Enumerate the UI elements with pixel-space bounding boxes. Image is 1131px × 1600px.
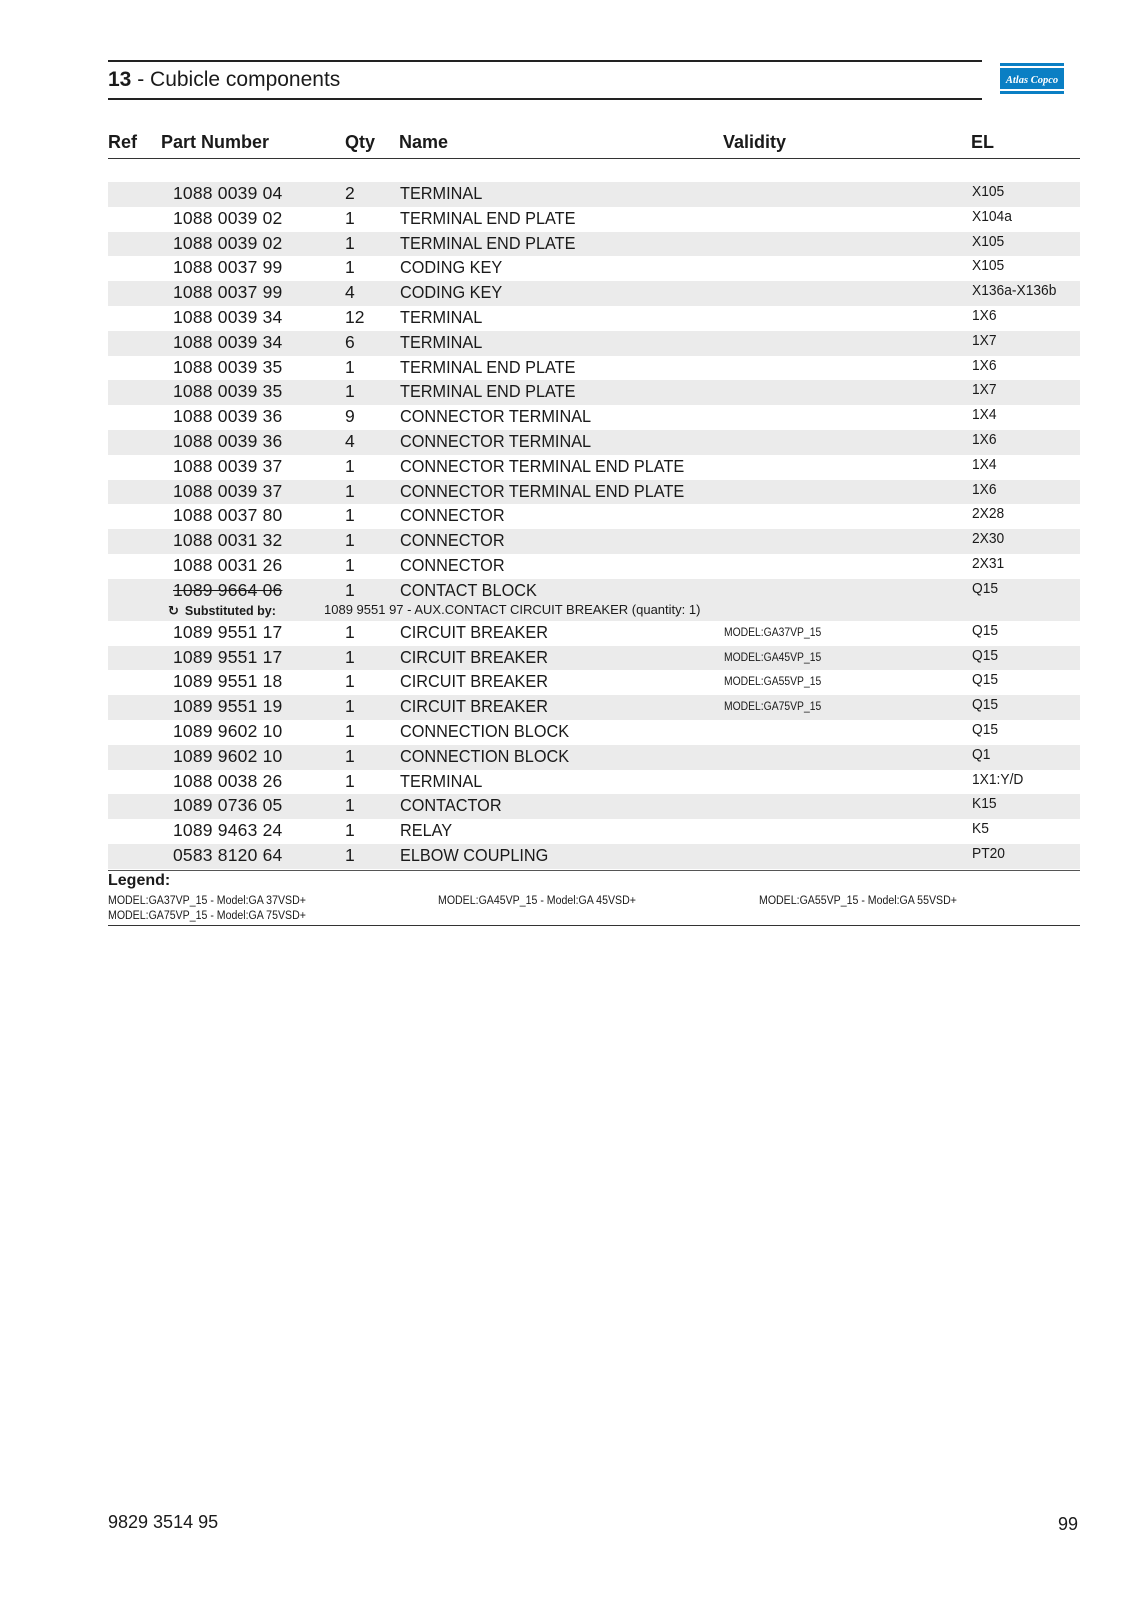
part-number: 1089 9664 06 <box>173 579 283 600</box>
quantity: 1 <box>345 621 355 642</box>
quantity: 1 <box>345 745 355 766</box>
part-number: 1088 0039 04 <box>173 183 283 203</box>
part-number: 1088 0039 36 <box>173 406 283 427</box>
table-row <box>108 670 1080 695</box>
part-number: 1089 9551 19 <box>173 696 283 717</box>
quantity: 12 <box>345 306 365 327</box>
part-number: 1089 9463 24 <box>173 820 283 841</box>
el-code: PT20 <box>972 844 1005 862</box>
table-row <box>108 182 1080 207</box>
col-header-part-number: Part Number <box>161 132 270 152</box>
part-name: CONNECTOR TERMINAL <box>400 430 592 451</box>
col-header-validity: Validity <box>723 132 787 152</box>
col-header-qty: Qty <box>345 132 376 152</box>
part-name: TERMINAL END PLATE <box>400 232 576 253</box>
table-row <box>108 306 1080 331</box>
quantity: 1 <box>345 579 355 600</box>
table-row <box>108 232 1080 257</box>
el-code: X105 <box>972 257 1005 275</box>
table-row <box>108 504 1080 529</box>
el-code: Q15 <box>972 671 999 689</box>
part-number: 1088 0039 36 <box>173 430 283 451</box>
part-number: 1089 0736 05 <box>173 795 283 816</box>
table-row <box>108 844 1080 869</box>
quantity: 6 <box>345 331 355 352</box>
legend-item: MODEL:GA37VP_15 - Model:GA 37VSD+ <box>108 895 306 907</box>
quantity: 1 <box>345 554 355 575</box>
substituted-label-text: Substituted by: <box>184 603 276 618</box>
table-row <box>108 405 1080 430</box>
el-code: Q1 <box>972 745 991 763</box>
part-number: 1089 9602 10 <box>173 745 283 766</box>
quantity: 2 <box>345 183 355 203</box>
part-name: CONTACTOR <box>400 795 502 816</box>
quantity: 1 <box>345 795 355 816</box>
part-name: CONNECTOR TERMINAL <box>400 406 592 427</box>
el-code: Q15 <box>972 696 999 714</box>
table-row <box>108 794 1080 819</box>
part-number: 1088 0031 32 <box>173 530 283 551</box>
validity: MODEL:GA75VP_15 <box>724 701 822 714</box>
legend-item: MODEL:GA75VP_15 - Model:GA 75VSD+ <box>108 910 306 922</box>
quantity: 1 <box>345 455 355 476</box>
part-number: 1088 0039 34 <box>173 331 283 352</box>
quantity: 1 <box>345 381 355 402</box>
el-code: K15 <box>972 795 997 813</box>
quantity: 1 <box>345 770 355 791</box>
table-row <box>108 455 1080 480</box>
quantity: 1 <box>345 480 355 501</box>
section-number: 13 <box>108 68 132 91</box>
part-name: TERMINAL END PLATE <box>400 207 576 228</box>
part-number: 1088 0039 35 <box>173 356 283 377</box>
part-number: 1089 9602 10 <box>173 720 283 741</box>
part-name: TERMINAL <box>400 306 483 327</box>
el-code: Q15 <box>972 720 999 738</box>
el-code: 1X6 <box>972 356 997 374</box>
part-name: CIRCUIT BREAKER <box>400 671 549 692</box>
legend-rule-top <box>108 870 1080 871</box>
parts-table <box>108 182 1080 869</box>
part-number: 1089 9551 17 <box>173 646 283 667</box>
part-number: 0583 8120 64 <box>173 844 283 865</box>
refresh-icon: ↻ <box>168 602 179 618</box>
part-name: CONNECTOR <box>400 505 505 526</box>
quantity: 4 <box>345 282 355 303</box>
quantity: 1 <box>345 207 355 228</box>
part-name: CONNECTOR <box>400 530 505 551</box>
part-number: 1088 0039 37 <box>173 455 283 476</box>
table-row <box>108 554 1080 579</box>
table-row <box>108 207 1080 232</box>
el-code: 1X7 <box>972 331 997 349</box>
table-row <box>108 281 1080 306</box>
quantity: 1 <box>345 646 355 667</box>
table-row <box>108 256 1080 281</box>
part-number: 1088 0037 99 <box>173 282 283 303</box>
legend-title: Legend: <box>108 872 171 889</box>
legend-item: MODEL:GA45VP_15 - Model:GA 45VSD+ <box>438 895 636 907</box>
el-code: K5 <box>972 820 989 838</box>
table-row <box>108 621 1080 646</box>
table-row <box>108 529 1080 554</box>
part-name: TERMINAL END PLATE <box>400 381 576 402</box>
legend-item: MODEL:GA55VP_15 - Model:GA 55VSD+ <box>759 895 957 907</box>
el-code: 1X4 <box>972 406 997 424</box>
el-code: 1X6 <box>972 480 997 498</box>
part-name: ELBOW COUPLING <box>400 844 549 865</box>
validity: MODEL:GA45VP_15 <box>724 651 822 664</box>
col-header-ref: Ref <box>108 132 138 152</box>
quantity: 1 <box>345 844 355 865</box>
logo-text: Atlas Copco <box>1005 75 1059 86</box>
quantity: 1 <box>345 505 355 526</box>
quantity: 1 <box>345 530 355 551</box>
validity: MODEL:GA55VP_15 <box>724 676 822 689</box>
el-code: Q15 <box>972 646 999 664</box>
col-header-el: EL <box>971 132 995 152</box>
el-code: 2X30 <box>972 530 1005 548</box>
part-number: 1088 0039 37 <box>173 480 283 501</box>
section-header <box>108 60 982 100</box>
part-name: CONTACT BLOCK <box>400 579 537 600</box>
quantity: 4 <box>345 430 355 451</box>
part-name: TERMINAL <box>400 331 483 352</box>
part-number: 1088 0031 26 <box>173 554 283 575</box>
section-title: - Cubicle components <box>137 68 341 91</box>
atlas-copco-logo <box>1000 63 1064 94</box>
part-name: CONNECTOR TERMINAL END PLATE <box>400 455 685 476</box>
legend-rule-bottom <box>108 925 1080 926</box>
part-number: 1088 0039 35 <box>173 381 283 402</box>
table-row <box>108 770 1080 795</box>
part-name: CIRCUIT BREAKER <box>400 696 549 717</box>
part-name: CONNECTION BLOCK <box>400 745 570 766</box>
table-row <box>108 331 1080 356</box>
substituted-label <box>168 603 276 619</box>
document-number: 9829 3514 95 <box>108 1512 219 1532</box>
table-row <box>108 480 1080 505</box>
quantity: 1 <box>345 820 355 841</box>
logo-bar-bottom <box>1000 91 1064 94</box>
substituted-part: 1089 9551 97 - AUX.CONTACT CIRCUIT BREAKER (quantity: 1) <box>324 601 701 617</box>
table-row <box>108 356 1080 381</box>
table-row <box>108 695 1080 720</box>
table-row <box>108 380 1080 405</box>
part-name: CONNECTOR <box>400 554 505 575</box>
logo-bar-top <box>1000 63 1064 66</box>
part-number: 1088 0037 80 <box>173 505 283 526</box>
part-name: TERMINAL <box>400 770 483 791</box>
table-row <box>108 819 1080 844</box>
quantity: 9 <box>345 406 355 427</box>
part-number: 1089 9551 17 <box>173 621 283 642</box>
el-code: 1X1:Y/D <box>972 770 1024 788</box>
part-number: 1088 0039 34 <box>173 306 283 327</box>
table-row <box>108 646 1080 671</box>
quantity: 1 <box>345 232 355 253</box>
part-name: TERMINAL END PLATE <box>400 356 576 377</box>
el-code: 2X28 <box>972 505 1005 523</box>
validity: MODEL:GA37VP_15 <box>724 626 822 639</box>
quantity: 1 <box>345 696 355 717</box>
table-row <box>108 579 1080 621</box>
part-name: RELAY <box>400 820 453 841</box>
el-code: 1X6 <box>972 306 997 324</box>
el-code: Q15 <box>972 621 999 639</box>
part-name: CIRCUIT BREAKER <box>400 621 549 642</box>
el-code: 1X4 <box>972 455 997 473</box>
el-code: 2X31 <box>972 554 1005 572</box>
part-name: TERMINAL <box>400 183 483 203</box>
part-number: 1089 9551 18 <box>173 671 283 692</box>
el-code: X104a <box>972 207 1012 225</box>
table-row <box>108 745 1080 770</box>
col-header-name: Name <box>399 132 449 152</box>
part-number: 1088 0037 99 <box>173 257 283 278</box>
part-name: CONNECTOR TERMINAL END PLATE <box>400 480 685 501</box>
part-number: 1088 0039 02 <box>173 207 283 228</box>
table-row <box>108 430 1080 455</box>
quantity: 1 <box>345 356 355 377</box>
el-code: 1X6 <box>972 430 997 448</box>
el-code: X105 <box>972 232 1005 250</box>
part-name: CODING KEY <box>400 282 503 303</box>
el-code: X105 <box>972 183 1005 200</box>
page-title <box>108 68 340 92</box>
el-code: X136a-X136b <box>972 282 1057 300</box>
table-row <box>108 720 1080 745</box>
quantity: 1 <box>345 257 355 278</box>
el-code: Q15 <box>972 579 999 597</box>
quantity: 1 <box>345 671 355 692</box>
part-number: 1088 0039 02 <box>173 232 283 253</box>
part-name: CODING KEY <box>400 257 503 278</box>
el-code: 1X7 <box>972 381 997 399</box>
part-name: CIRCUIT BREAKER <box>400 646 549 667</box>
quantity: 1 <box>345 720 355 741</box>
part-number: 1088 0038 26 <box>173 770 283 791</box>
page-number: 99 <box>1058 1514 1079 1534</box>
header-rule <box>108 158 1080 159</box>
part-name: CONNECTION BLOCK <box>400 720 570 741</box>
